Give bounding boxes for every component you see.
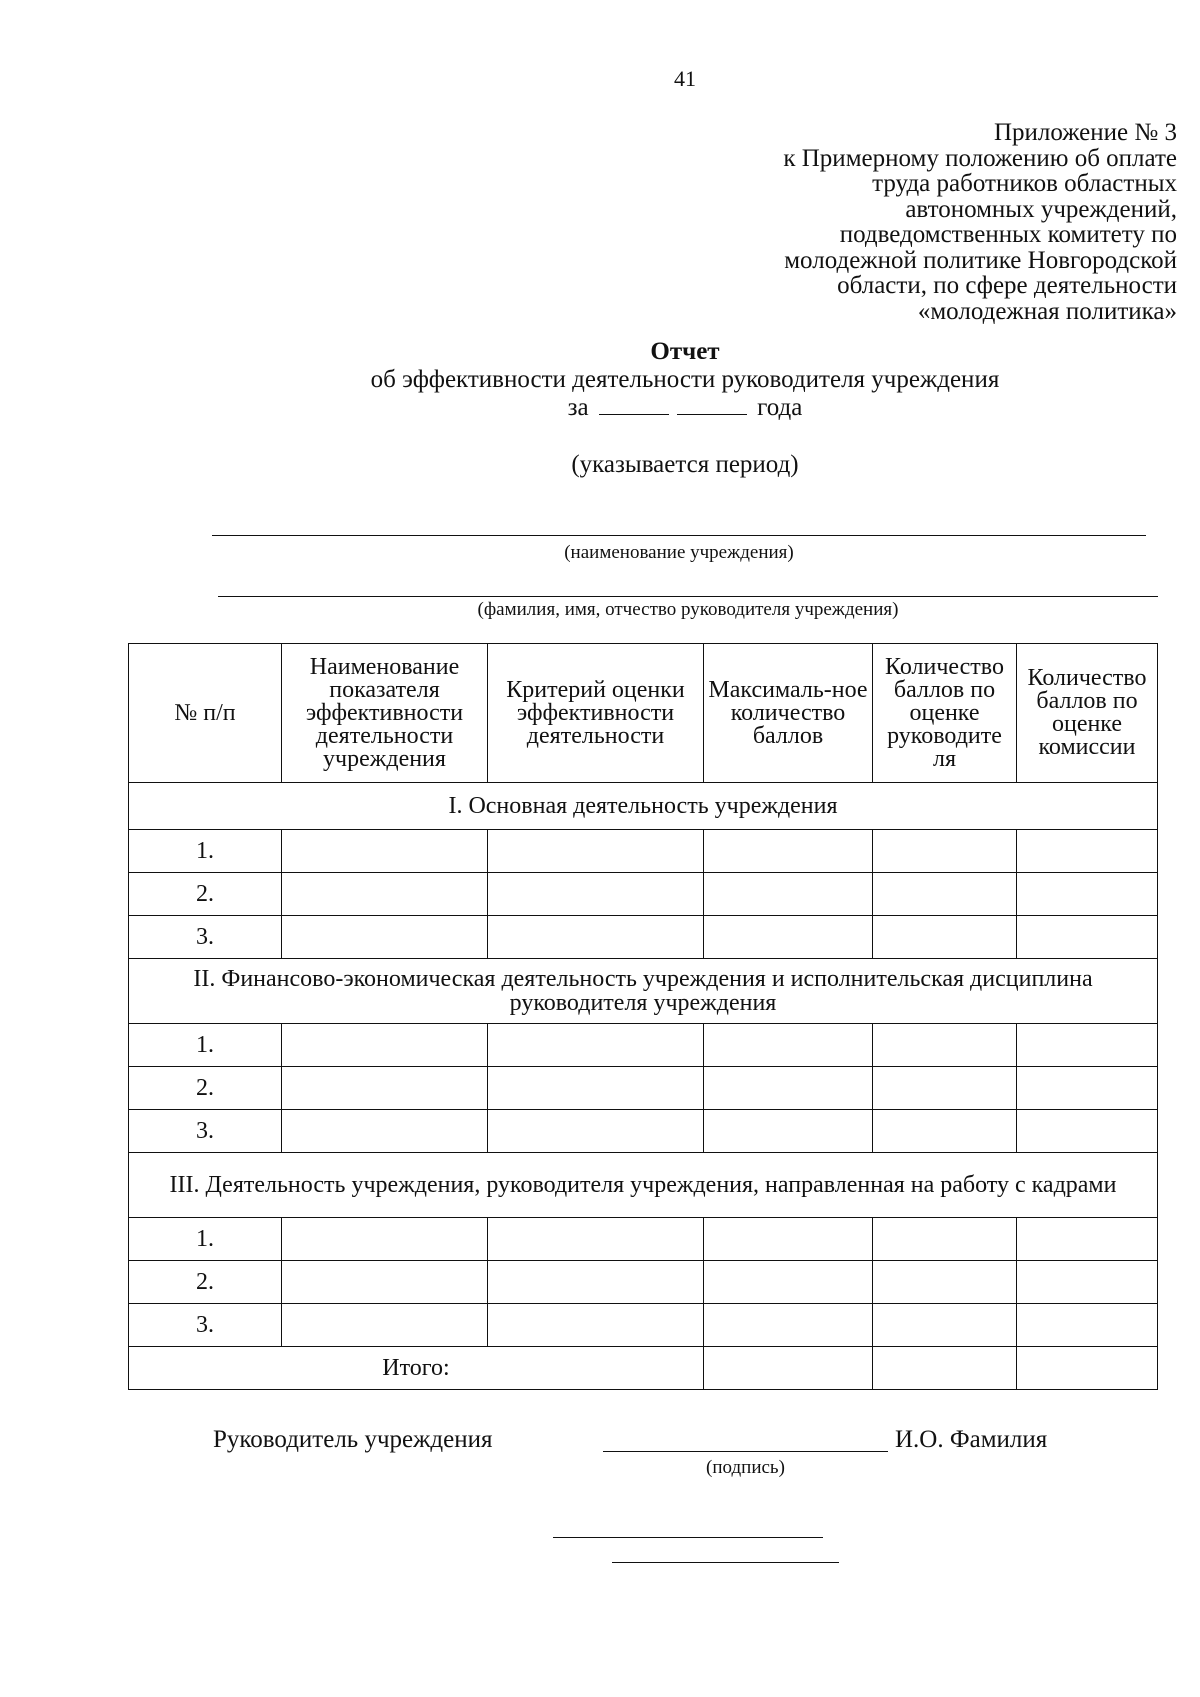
- period-hint: (указывается период): [571, 451, 799, 478]
- criterion-cell[interactable]: [488, 1218, 704, 1261]
- header-indicator: Наименование показателя эффективности деятельности учреждения: [282, 644, 488, 783]
- page-number: 41: [674, 66, 696, 91]
- appendix-line: к Примерному положению об оплате: [783, 144, 1177, 172]
- indicator-cell[interactable]: [282, 1067, 488, 1110]
- header-number: № п/п: [129, 644, 282, 783]
- row-number: 3.: [129, 1304, 282, 1347]
- criterion-cell[interactable]: [488, 873, 704, 916]
- max-score-cell[interactable]: [704, 1261, 873, 1304]
- director-score-cell[interactable]: [873, 1218, 1017, 1261]
- total-max-score-cell[interactable]: [704, 1347, 873, 1390]
- max-score-cell[interactable]: [704, 1304, 873, 1347]
- table-row: [129, 916, 1158, 959]
- section-title: I. Основная деятельность учреждения: [129, 783, 1158, 830]
- row-number: 2.: [129, 1067, 282, 1110]
- section-title: III. Деятельность учреждения, руководителя учреждения, направленная на работу с кадрами: [129, 1153, 1158, 1218]
- period-blank[interactable]: [677, 394, 747, 415]
- table-row: [129, 1218, 1158, 1261]
- indicator-cell[interactable]: [282, 1261, 488, 1304]
- table-row: [129, 1110, 1158, 1153]
- director-score-cell[interactable]: [873, 1261, 1017, 1304]
- indicator-cell[interactable]: [282, 1218, 488, 1261]
- director-score-cell[interactable]: [873, 1304, 1017, 1347]
- appendix-line: области, по сфере деятельности: [837, 272, 1177, 299]
- criterion-cell[interactable]: [488, 1067, 704, 1110]
- section-title: II. Финансово-экономическая деятельность учреждения и исполнительская дисциплина руководителя учреждения: [129, 959, 1158, 1024]
- signature-caption: (подпись): [706, 1457, 785, 1478]
- commission-score-cell[interactable]: [1017, 1024, 1158, 1067]
- report-table: [128, 643, 1158, 1390]
- total-label: Итого:: [129, 1347, 704, 1390]
- signature-name: И.О. Фамилия: [895, 1426, 1048, 1453]
- bottom-rule: [553, 1537, 823, 1538]
- row-number: 3.: [129, 1110, 282, 1153]
- criterion-cell[interactable]: [488, 1024, 704, 1067]
- criterion-cell[interactable]: [488, 1110, 704, 1153]
- indicator-cell[interactable]: [282, 1024, 488, 1067]
- criterion-cell[interactable]: [488, 1261, 704, 1304]
- max-score-cell[interactable]: [704, 1067, 873, 1110]
- report-title: [0, 338, 1200, 422]
- header-max-score: Максималь-ное количество баллов: [704, 644, 873, 783]
- director-score-cell[interactable]: [873, 916, 1017, 959]
- commission-score-cell[interactable]: [1017, 830, 1158, 873]
- row-number: 2.: [129, 873, 282, 916]
- indicator-cell[interactable]: [282, 1304, 488, 1347]
- director-caption: (фамилия, имя, отчество руководителя учреждения): [477, 599, 899, 620]
- total-director-score-cell[interactable]: [873, 1347, 1017, 1390]
- appendix-line: труда работников областных: [872, 170, 1177, 197]
- appendix-line: молодежной политике Новгородской: [784, 246, 1177, 274]
- indicator-cell[interactable]: [282, 830, 488, 873]
- max-score-cell[interactable]: [704, 1218, 873, 1261]
- commission-score-cell[interactable]: [1017, 1218, 1158, 1261]
- row-number: 3.: [129, 916, 282, 959]
- director-score-cell[interactable]: [873, 1067, 1017, 1110]
- commission-score-cell[interactable]: [1017, 1067, 1158, 1110]
- director-score-cell[interactable]: [873, 1110, 1017, 1153]
- row-number: 1.: [129, 830, 282, 873]
- commission-score-cell[interactable]: [1017, 1261, 1158, 1304]
- criterion-cell[interactable]: [488, 830, 704, 873]
- signature-role: Руководитель учреждения: [213, 1426, 493, 1453]
- header-criterion: Критерий оценки эффективности деятельности: [488, 644, 704, 783]
- signature-line[interactable]: [603, 1451, 888, 1452]
- institution-caption: (наименование учреждения): [564, 542, 794, 563]
- director-score-cell[interactable]: [873, 873, 1017, 916]
- row-number: 1.: [129, 1024, 282, 1067]
- max-score-cell[interactable]: [704, 830, 873, 873]
- commission-score-cell[interactable]: [1017, 916, 1158, 959]
- table-row: [129, 1024, 1158, 1067]
- header-director-score: Количество баллов по оценке руководите ля: [873, 644, 1017, 783]
- section-row: [129, 959, 1158, 1024]
- director-score-cell[interactable]: [873, 830, 1017, 873]
- total-row: [129, 1347, 1158, 1390]
- report-subtitle: об эффективности деятельности руководителя учреждения: [370, 366, 1000, 393]
- period-prefix: за: [567, 394, 589, 421]
- period-blank[interactable]: [599, 394, 669, 415]
- report-heading: Отчет: [650, 338, 720, 365]
- appendix-line: автономных учреждений,: [905, 195, 1177, 223]
- table-row: [129, 1304, 1158, 1347]
- criterion-cell[interactable]: [488, 1304, 704, 1347]
- director-name-line[interactable]: [218, 596, 1158, 597]
- header-commission-score: Количество баллов по оценке комиссии: [1017, 644, 1158, 783]
- table-row: [129, 1067, 1158, 1110]
- section-row: [129, 1153, 1158, 1218]
- indicator-cell[interactable]: [282, 873, 488, 916]
- max-score-cell[interactable]: [704, 873, 873, 916]
- section-row: [129, 783, 1158, 830]
- table-row: [129, 1261, 1158, 1304]
- appendix-line: подведомственных комитету по: [839, 221, 1177, 248]
- max-score-cell[interactable]: [704, 1024, 873, 1067]
- appendix-block: [657, 120, 1177, 324]
- max-score-cell[interactable]: [704, 916, 873, 959]
- indicator-cell[interactable]: [282, 916, 488, 959]
- bottom-rule: [612, 1562, 839, 1563]
- commission-score-cell[interactable]: [1017, 1110, 1158, 1153]
- commission-score-cell[interactable]: [1017, 1304, 1158, 1347]
- director-score-cell[interactable]: [873, 1024, 1017, 1067]
- max-score-cell[interactable]: [704, 1110, 873, 1153]
- row-number: 2.: [129, 1261, 282, 1304]
- period-suffix: года: [757, 394, 803, 421]
- appendix-line: «молодежная политика»: [917, 297, 1177, 325]
- table-row: [129, 830, 1158, 873]
- table-row: [129, 873, 1158, 916]
- criterion-cell[interactable]: [488, 916, 704, 959]
- table-header-row: [129, 644, 1158, 783]
- appendix-line: Приложение № 3: [993, 119, 1177, 146]
- row-number: 1.: [129, 1218, 282, 1261]
- indicator-cell[interactable]: [282, 1110, 488, 1153]
- report-period: [0, 394, 1200, 422]
- total-commission-score-cell[interactable]: [1017, 1347, 1158, 1390]
- institution-name-line[interactable]: [212, 535, 1146, 536]
- commission-score-cell[interactable]: [1017, 873, 1158, 916]
